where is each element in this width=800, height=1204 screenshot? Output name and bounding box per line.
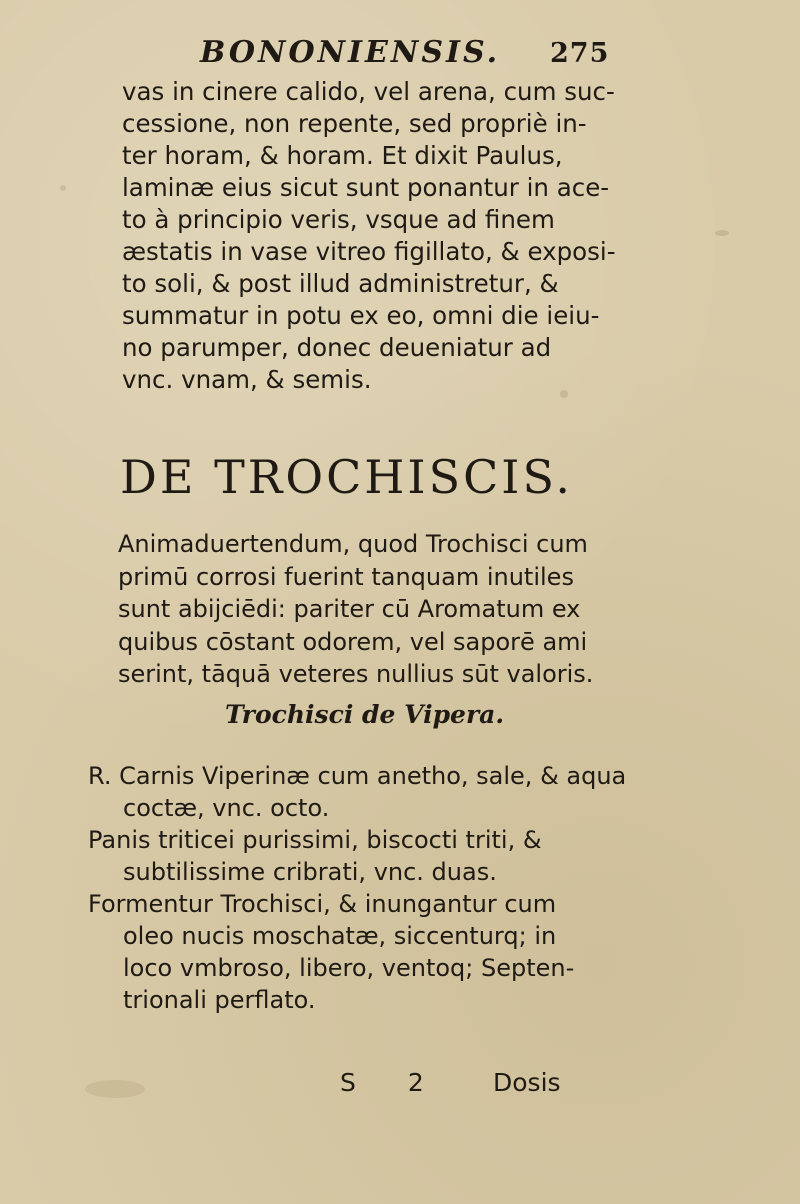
text-line: to à principio veris, vsque ad finem bbox=[122, 205, 555, 234]
text-line: laminæ eius sicut sunt ponantur in ace- bbox=[122, 173, 610, 202]
text-line: ter horam, & horam. Et dixit Paulus, bbox=[122, 141, 563, 170]
text-line: primū corrosi fuerint tanquam inutiles bbox=[118, 562, 574, 591]
page-footer bbox=[0, 1068, 800, 1108]
text-line: subtilissime cribrati, vnc. duas. bbox=[123, 858, 497, 886]
page-number: 275 bbox=[550, 38, 610, 69]
text-line: cessione, non repente, sed propriè in- bbox=[122, 109, 587, 138]
running-head bbox=[0, 35, 800, 75]
text-line: R. Carnis Viperinæ cum anetho, sale, & aqua bbox=[88, 762, 627, 790]
text-line: vnc. vnam, & semis. bbox=[122, 365, 372, 394]
paper-stain bbox=[60, 185, 66, 191]
text-line: no parumper, donec deueniatur ad bbox=[122, 333, 552, 362]
recipe-text bbox=[88, 760, 628, 1016]
text-line: serint, tāquā veteres nullius sūt valoris. bbox=[118, 660, 594, 688]
text-line: trionali perflato. bbox=[123, 986, 316, 1014]
text-line: quibus cōstant odorem, vel saporē ami bbox=[118, 627, 588, 656]
signature-mark: S 2 bbox=[340, 1068, 446, 1097]
section-heading: DE TROCHISCIS. bbox=[120, 450, 573, 504]
text-line: Animaduertendum, quod Trochisci cum bbox=[118, 530, 588, 558]
running-title: BONONIENSIS. bbox=[200, 35, 501, 70]
paper-stain bbox=[715, 230, 729, 236]
paragraph-2 bbox=[118, 528, 623, 691]
text-line: Formentur Trochisci, & inungantur cum bbox=[88, 890, 557, 918]
text-line: Panis triticei purissimi, biscocti triti, & bbox=[88, 826, 542, 854]
catchword: Dosis bbox=[493, 1068, 561, 1097]
text-line: summatur in potu ex eo, omni die ieiu- bbox=[122, 301, 600, 330]
text-line: loco vmbroso, libero, ventoq; Septen- bbox=[123, 954, 575, 982]
recipe-title: Trochisci de Vipera. bbox=[225, 700, 505, 729]
text-line: sunt abijciēdi: pariter cū Aromatum ex bbox=[118, 595, 581, 623]
text-line: oleo nucis moschatæ, siccenturq; in bbox=[123, 922, 557, 950]
text-line: to soli, & post illud administretur, & bbox=[122, 269, 559, 298]
text-line: coctæ, vnc. octo. bbox=[123, 794, 330, 822]
text-line: æstatis in vase vitreo figillato, & exposi- bbox=[122, 237, 616, 266]
text-line: vas in cinere calido, vel arena, cum suc- bbox=[122, 77, 615, 106]
paragraph-1 bbox=[122, 76, 627, 396]
